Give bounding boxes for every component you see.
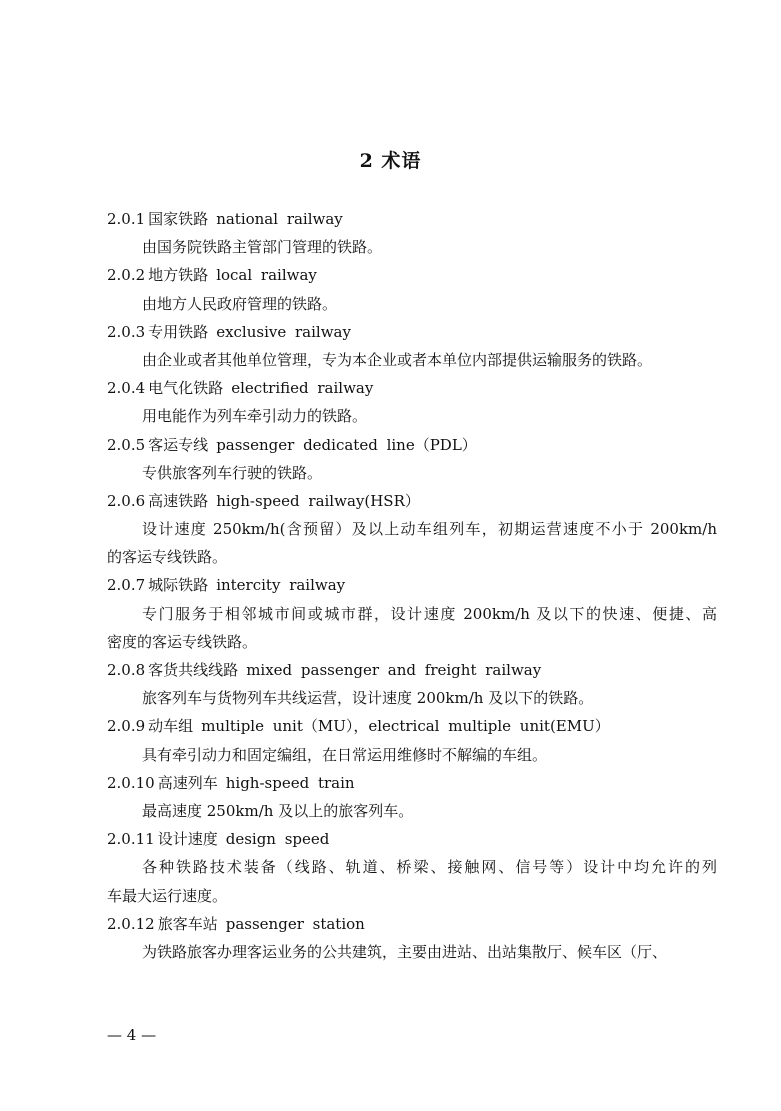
term-chinese: 旅客车站 (157, 914, 218, 933)
term-heading (107, 205, 717, 233)
term-number: 2.0.5 (107, 435, 146, 454)
term-english: mixed passenger and freight railway (246, 661, 542, 679)
term-number: 2.0.9 (107, 717, 146, 736)
term-definition: 旅客列车与货物列车共线运营，设计速度 200km/h 及以下的铁路。 (142, 689, 594, 708)
term-number: 2.0.1 (107, 210, 146, 228)
term-definition: 设计速度 250km/h(含预留）及以上动车组列车，初期运营速度不小于 200km/h (142, 520, 717, 539)
term-number: 2.0.11 (107, 830, 155, 849)
term-chinese: 国家铁路 (148, 210, 209, 228)
term-chinese: 动车组 (148, 717, 194, 736)
term-chinese: 电气化铁路 (148, 379, 224, 398)
term-english: intercity railway (216, 576, 346, 595)
term-number: 2.0.4 (107, 379, 146, 398)
term-definition: 专门服务于相邻城市间或城市群，设计速度 200km/h 及以下的快速、便捷、高 (142, 604, 717, 623)
terms-list (107, 205, 717, 966)
term-english: electrified railway (231, 379, 374, 398)
term-number: 2.0.3 (107, 322, 146, 341)
term-definition: 各种铁路技术装备（线路、轨道、桥梁、接触网、信号等）设计中均允许的列 (142, 858, 717, 877)
term-chinese: 高速列车 (157, 773, 218, 792)
term-heading (107, 712, 717, 740)
term-number: 2.0.12 (107, 914, 155, 933)
term-english: multiple unit（MU），electrical multiple unit(EMU） (201, 717, 610, 736)
term-english: local railway (216, 266, 317, 285)
term-definition: 密度的客运专线铁路。 (107, 632, 258, 651)
term-chinese: 高速铁路 (148, 491, 209, 510)
term-definition: 用电能作为列车牵引动力的铁路。 (142, 407, 368, 426)
term-definition: 专供旅客列车行驶的铁路。 (142, 463, 323, 482)
term-definition: 由地方人民政府管理的铁路。 (142, 294, 338, 313)
term-chinese: 城际铁路 (148, 576, 209, 595)
term-definition: 为铁路旅客办理客运业务的公共建筑，主要由进站、出站集散厅、候车区（厅、 (142, 942, 668, 961)
term-number: 2.0.2 (107, 266, 146, 285)
term-number: 2.0.8 (107, 661, 146, 679)
page-number: — 4 — (107, 1026, 157, 1044)
term-english: passenger station (225, 914, 365, 933)
term-english: passenger dedicated line（PDL） (216, 435, 477, 454)
term-chinese: 客货共线线路 (148, 661, 239, 679)
term-heading (107, 656, 717, 684)
term-chinese: 客运专线 (148, 435, 209, 454)
term-chinese: 地方铁路 (148, 266, 209, 285)
term-heading (107, 487, 717, 515)
term-definition: 的客运专线铁路。 (107, 548, 228, 567)
term-definition: 具有牵引动力和固定编组，在日常运用维修时不解编的车组。 (142, 745, 548, 764)
term-heading (107, 769, 717, 797)
term-number: 2.0.10 (107, 773, 155, 792)
term-heading (107, 374, 717, 402)
term-definition: 由国务院铁路主管部门管理的铁路。 (142, 238, 383, 257)
term-number: 2.0.6 (107, 491, 146, 510)
term-heading (107, 910, 717, 938)
term-english: exclusive railway (216, 322, 351, 341)
term-heading (107, 571, 717, 599)
term-heading (107, 825, 717, 853)
term-heading (107, 431, 717, 459)
term-heading (107, 261, 717, 289)
term-chinese: 专用铁路 (148, 322, 209, 341)
term-definition: 由企业或者其他单位管理，专为本企业或者本单位内部提供运输服务的铁路。 (142, 350, 653, 369)
term-english: high-speed railway(HSR） (216, 491, 420, 510)
section-title: 2 术语 (359, 150, 422, 172)
term-english: high-speed train (225, 773, 355, 792)
term-chinese: 设计速度 (157, 830, 218, 849)
term-english: national railway (216, 210, 343, 228)
term-number: 2.0.7 (107, 576, 146, 595)
term-english: design speed (225, 830, 330, 849)
term-definition: 最高速度 250km/h 及以上的旅客列车。 (142, 801, 414, 820)
term-heading (107, 318, 717, 346)
term-definition: 车最大运行速度。 (107, 886, 228, 905)
